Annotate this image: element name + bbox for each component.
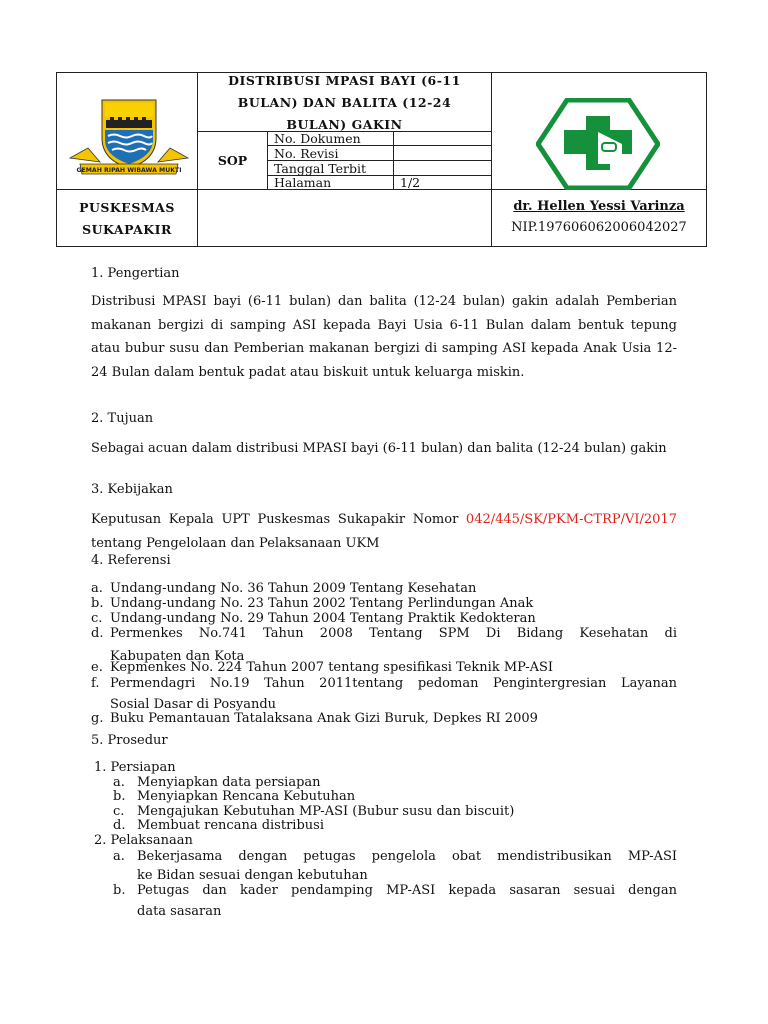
- list-item-text: Buku Pemantauan Tatalaksana Anak Gizi Buruk, Depkes RI 2009: [110, 711, 538, 726]
- city-emblem-icon: [66, 92, 192, 178]
- section-heading: 3. Kebijakan: [91, 482, 173, 497]
- list-letter: d.: [113, 818, 126, 833]
- list-item-text: Kabupaten dan Kota: [110, 649, 245, 664]
- list-item: [91, 596, 103, 611]
- list-item-text: Undang-undang No. 23 Tahun 2002 Tentang Perlindungan Anak: [110, 596, 534, 611]
- procedure-step-label: 2. Pelaksanaan: [94, 833, 193, 848]
- puskesmas-cross-icon: [536, 98, 660, 190]
- puskesmas-logo: [536, 98, 660, 190]
- policy-text: Keputusan Kepala UPT Puskesmas Sukapakir Nomor: [91, 512, 459, 527]
- list-item-text: Undang-undang No. 36 Tahun 2009 Tentang Kesehatan: [110, 581, 477, 596]
- list-item-text: Permendagri No.19 Tahun 2011tentang pedoman Pengintergresian Layanan: [110, 676, 677, 691]
- list-item-text: Petugas dan kader pendamping MP-ASI kepada sasaran sesuai dengan: [137, 883, 677, 898]
- signer-nip: NIP.197606062006042027: [511, 220, 687, 235]
- sop-label: SOP: [217, 153, 248, 168]
- section-body: [91, 508, 677, 555]
- meta-label: No. Dokumen: [274, 131, 361, 146]
- list-item-text: Kepmenkes No. 224 Tahun 2007 tentang spesifikasi Teknik MP-ASI: [110, 660, 554, 675]
- list-item-text: Permenkes No.741 Tahun 2008 Tentang SPM Di Bidang Kesehatan di: [110, 626, 677, 641]
- list-letter: a.: [91, 581, 103, 596]
- list-letter: c.: [91, 611, 103, 626]
- list-item-text: Membuat rencana distribusi: [137, 818, 324, 833]
- section-heading: 1. Pengertian: [91, 266, 180, 281]
- emblem-motto: GEMAH RIPAH WIBAWA MUKTI: [76, 167, 182, 174]
- list-item-text: Menyiapkan data persiapan: [137, 775, 321, 790]
- section-heading: 5. Prosedur: [91, 733, 168, 748]
- list-item-text: Sosial Dasar di Posyandu: [110, 697, 277, 712]
- list-item-text: ke Bidan sesuai dengan kebutuhan: [137, 868, 368, 883]
- list-letter: f.: [91, 676, 100, 691]
- list-item-text: Mengajukan Kebutuhan MP-ASI (Bubur susu dan biscuit): [137, 804, 515, 819]
- list-item-text: Menyiapkan Rencana Kebutuhan: [137, 789, 356, 804]
- procedure-step-label: 1. Persiapan: [94, 760, 176, 775]
- list-item: [91, 581, 103, 596]
- title-line: DISTRIBUSI MPASI BAYI (6-11: [228, 73, 461, 88]
- org-line: SUKAPAKIR: [82, 222, 172, 237]
- title-line: BULAN) GAKIN: [286, 117, 403, 132]
- meta-label: Tanggal Terbit: [274, 161, 367, 176]
- list-letter: b.: [113, 883, 126, 898]
- list-item: [91, 660, 103, 675]
- list-item-text: Undang-undang No. 29 Tahun 2004 Tentang Praktik Kedokteran: [110, 611, 536, 626]
- list-item: [91, 676, 99, 691]
- list-letter: d.: [91, 626, 104, 641]
- section-heading: 2. Tujuan: [91, 411, 154, 426]
- section-heading: 4. Referensi: [91, 553, 171, 568]
- city-emblem: [66, 92, 192, 178]
- section-body: Distribusi MPASI bayi (6-11 bulan) dan balita (12-24 bulan) gakin adalah Pemberian makanan bergizi di samping ASI kepada Bayi Usia 6-11 Bulan dalam bentuk tepung atau bubur susu dan Pemberian makanan bergizi di samping ASI kepada Anak Usia 12-24 Bulan dalam bentuk padat atau biskuit untuk keluarga miskin.: [91, 294, 677, 380]
- list-letter: b.: [113, 789, 126, 804]
- list-letter: b.: [91, 596, 104, 611]
- meta-label: No. Revisi: [274, 146, 339, 161]
- signer-name: dr. Hellen Yessi Varinza: [513, 199, 685, 214]
- document-title: [198, 70, 491, 136]
- meta-label: Halaman: [274, 175, 332, 190]
- org-name: [57, 197, 197, 241]
- list-letter: e.: [91, 660, 103, 675]
- title-line: BULAN) DAN BALITA (12-24: [237, 95, 452, 110]
- section-body: Sebagai acuan dalam distribusi MPASI bayi (6-11 bulan) dan balita (12-24 bulan) gakin: [91, 441, 667, 456]
- list-letter: a.: [113, 849, 125, 864]
- list-letter: c.: [113, 804, 125, 819]
- list-letter: g.: [91, 711, 104, 726]
- policy-text: tentang Pengelolaan dan Pelaksanaan UKM: [91, 535, 380, 551]
- org-line: PUSKESMAS: [79, 200, 175, 215]
- list-item: [91, 611, 102, 626]
- list-item: [91, 626, 103, 641]
- list-item-text: data sasaran: [137, 904, 222, 919]
- list-item: [91, 711, 103, 726]
- list-item-text: Bekerjasama dengan petugas pengelola obat mendistribusikan MP-ASI: [137, 849, 677, 864]
- policy-reference-number: 042/445/SK/PKM-CTRP/VI/2017: [465, 512, 677, 527]
- meta-value: 1/2: [400, 175, 421, 190]
- list-letter: a.: [113, 775, 125, 790]
